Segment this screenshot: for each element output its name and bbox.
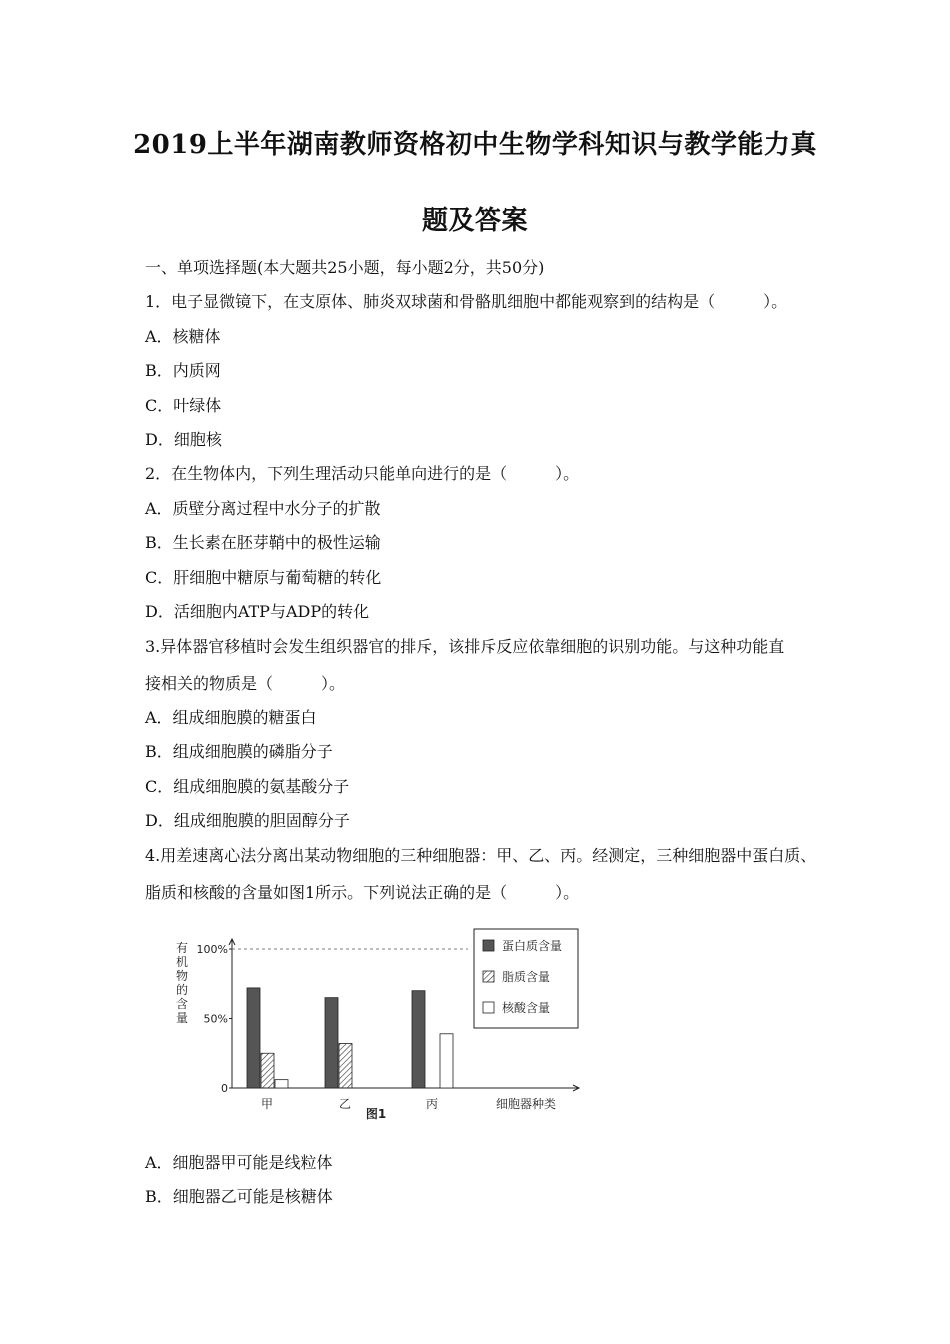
question-1-stem: 1．电子显微镜下，在支原体、肺炎双球菌和骨骼肌细胞中都能观察到的结构是（ ）。 bbox=[145, 292, 788, 311]
question-1-option-c: C．叶绿体 bbox=[145, 396, 222, 415]
question-3-stem-line-2: 接相关的物质是（ ）。 bbox=[145, 674, 346, 693]
legend-swatch-1 bbox=[483, 940, 494, 951]
question-4-stem-line-2: 脂质和核酸的含量如图1所示。下列说法正确的是（ ）。 bbox=[145, 883, 580, 902]
y-axis-label-char: 的 bbox=[175, 983, 189, 997]
y-axis-label-char: 物 bbox=[175, 969, 189, 983]
figure-1-chart bbox=[158, 926, 588, 1126]
legend-label-3: 核酸含量 bbox=[502, 1001, 551, 1015]
question-3-stem-line-1: 3.异体器官移植时会发生组织器官的排斥，该排斥反应依靠细胞的识别功能。与这种功能直 bbox=[145, 637, 785, 656]
x-tick-label: 丙 bbox=[425, 1097, 439, 1111]
question-3-option-d: D．组成细胞膜的胆固醇分子 bbox=[145, 811, 350, 830]
bar-1-3 bbox=[275, 1080, 288, 1088]
question-2-option-c: C．肝细胞中糖原与葡萄糖的转化 bbox=[145, 568, 382, 587]
bar-1-1 bbox=[247, 988, 260, 1088]
y-axis-label-char: 有 bbox=[175, 941, 189, 955]
y-axis-label-char: 机 bbox=[175, 955, 189, 969]
y-tick-label: 100% bbox=[196, 943, 228, 956]
page-title-line-1: 2019上半年湖南教师资格初中生物学科知识与教学能力真 bbox=[133, 130, 817, 160]
legend-swatch-2 bbox=[483, 971, 494, 982]
y-axis-label-char: 含 bbox=[175, 997, 189, 1011]
bar-2-2 bbox=[339, 1044, 352, 1088]
question-4-stem-line-1: 4.用差速离心法分离出某动物细胞的三种细胞器：甲、乙、丙。经测定，三种细胞器中蛋白质、 bbox=[145, 846, 817, 865]
legend-label-1: 蛋白质含量 bbox=[502, 939, 563, 953]
y-tick-label: 50% bbox=[203, 1012, 228, 1026]
chart-title: 图1 bbox=[365, 1107, 387, 1121]
x-axis-label: 细胞器种类 bbox=[495, 1097, 557, 1111]
x-tick-label: 甲 bbox=[260, 1097, 274, 1111]
question-2-stem: 2．在生物体内，下列生理活动只能单向进行的是（ ）。 bbox=[145, 464, 580, 483]
bar-3-3 bbox=[440, 1034, 453, 1088]
bar-3-1 bbox=[412, 991, 425, 1088]
bar-1-2 bbox=[261, 1053, 274, 1088]
x-tick-label: 乙 bbox=[338, 1097, 352, 1111]
section-heading: 一、单项选择题(本大题共25小题，每小题2分，共50分) bbox=[145, 258, 545, 277]
legend-swatch-3 bbox=[483, 1002, 494, 1013]
question-3-option-a: A．组成细胞膜的糖蛋白 bbox=[145, 708, 317, 727]
question-4-option-a: A．细胞器甲可能是线粒体 bbox=[145, 1153, 333, 1172]
question-2-option-b: B．生长素在胚芽鞘中的极性运输 bbox=[145, 533, 381, 552]
question-1-option-d: D．细胞核 bbox=[145, 430, 222, 449]
legend-label-2: 脂质含量 bbox=[502, 970, 551, 984]
y-axis-label-char: 量 bbox=[175, 1011, 189, 1025]
page-title-line-2: 题及答案 bbox=[421, 206, 528, 236]
question-4-option-b: B．细胞器乙可能是核糖体 bbox=[145, 1187, 333, 1206]
question-3-option-c: C．组成细胞膜的氨基酸分子 bbox=[145, 777, 350, 796]
question-3-option-b: B．组成细胞膜的磷脂分子 bbox=[145, 742, 333, 761]
question-2-option-d: D．活细胞内ATP与ADP的转化 bbox=[145, 602, 370, 621]
bar-2-1 bbox=[325, 998, 338, 1088]
question-1-option-a: A．核糖体 bbox=[145, 327, 221, 346]
y-tick-label: 0 bbox=[221, 1082, 228, 1095]
question-2-option-a: A．质壁分离过程中水分子的扩散 bbox=[145, 499, 381, 518]
question-1-option-b: B．内质网 bbox=[145, 361, 221, 380]
